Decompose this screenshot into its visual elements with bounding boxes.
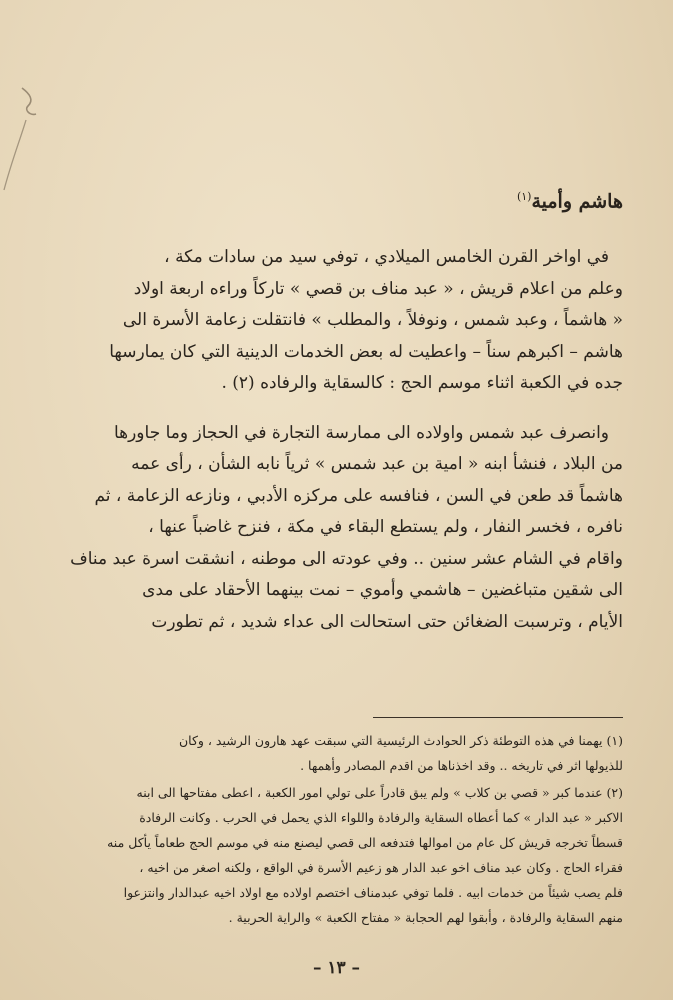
footnote-line: منهم السقاية والرفادة ، وأبقوا لهم الحجابة « مفتاح الكعبة » والراية الحربية .	[228, 910, 623, 925]
footnote-line: فقراء الحاج . وكان عبد مناف اخو عبد الدار هو زعيم الأسرة في الواقع ، ولكنه اصغر من اخيه ،	[139, 860, 623, 875]
footnotes	[38, 728, 623, 930]
body-line: وانصرف عبد شمس واولاده الى ممارسة التجارة في الحجاز وما جاورها	[113, 422, 609, 443]
footnote-line: (٢) عندما كبر « قصي بن كلاب » ولم يبق قادراً على تولي امور الكعبة ، اعطى مفتاحها الى ابنه	[136, 785, 623, 800]
section-heading-title: هاشم وأمية	[531, 190, 623, 213]
body-line: الأيام ، وترسبت الضغائن حتى استحالت الى عداء شديد ، ثم تطورت	[151, 611, 623, 632]
body-line: هاشم – اكبرهم سناً – واعطيت له بعض الخدمات الدينية التي كان يمارسها	[109, 341, 623, 362]
pencil-checkmark-icon	[0, 80, 60, 200]
footnote-divider	[373, 717, 623, 718]
body-line: واقام في الشام عشر سنين .. وفي عودته الى موطنه ، انشقت اسرة عبد مناف	[70, 548, 623, 569]
footnote-line: قسطاً تخرجه قريش كل عام من اموالها فتدفعه الى قصي ليصنع منه في موسم الحج طعاماً يأكل منه	[107, 835, 623, 850]
body-line: جده في الكعبة اثناء موسم الحج : كالسقاية والرفاده (٢) .	[221, 373, 623, 393]
body-line: من البلاد ، فنشأ ابنه « امية بن عبد شمس » ثرياً نابه الشأن ، رأى عمه	[131, 454, 623, 474]
body-line: في اواخر القرن الخامس الميلادي ، توفي سيد من سادات مكة ،	[164, 247, 609, 267]
section-heading	[423, 190, 623, 212]
body-line: هاشماً قد طعن في السن ، فنافسه على مركزه الأدبي ، ونازعه الزعامة ، ثم	[94, 485, 623, 506]
page-number: – ١٣ –	[312, 958, 361, 978]
footnote-line: للذيولها اثر في تاريخه .. وقد اخذناها من اقدم المصادر وأهمها .	[300, 758, 623, 773]
body-line: « هاشماً ، وعبد شمس ، ونوفلاً ، والمطلب » فانتقلت زعامة الأسرة الى	[122, 310, 623, 330]
body-text	[38, 242, 623, 638]
heading-footnote-ref: (١)	[516, 190, 532, 203]
footnote-line: فلم يصب شيئاً من خدمات ابيه . فلما توفي عبدمناف اختصم اولاده مع اولاد اخيه عبدالدار وانتزعوا	[123, 885, 623, 900]
footnote-line: الاكبر « عبد الدار » كما أعطاه السقاية والرفادة واللواء الذي يحمل في الحرب . وكانت الرفادة	[139, 810, 623, 825]
body-line: وعلم من اعلام قريش ، « عبد مناف بن قصي » تاركاً وراءه اربعة اولاد	[133, 278, 623, 299]
footnote-line: (١) يهمنا في هذه التوطئة ذكر الحوادث الرئيسية التي سبقت عهد هارون الرشيد ، وكان	[178, 733, 623, 748]
body-line: نافره ، فخسر النفار ، ولم يستطع البقاء في مكة ، فنزح غاضباً عنها ،	[148, 517, 623, 537]
body-line: الى شقين متباغضين – هاشمي وأموي – نمت بينهما الأحقاد على مدى	[142, 580, 623, 600]
